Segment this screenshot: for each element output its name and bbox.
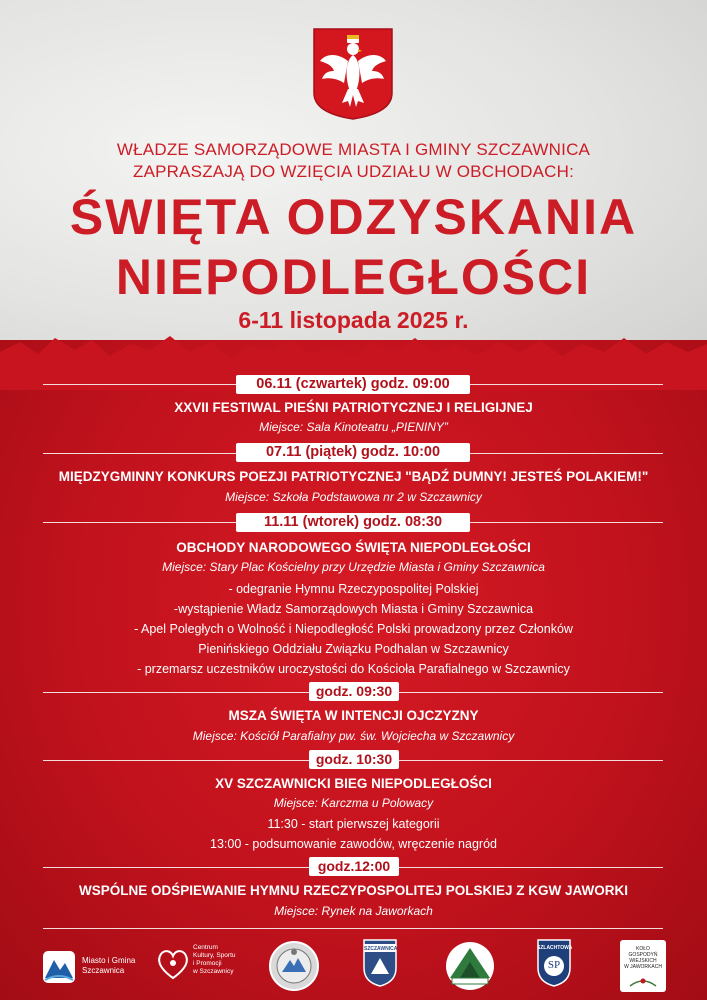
logo-2-line1: Centrum: [193, 944, 218, 951]
event-5-item: 13:00 - podsumowanie zawodów, wręczenie nagród: [210, 837, 497, 851]
logo-7-line4: W JAWORKACH: [624, 964, 662, 970]
logo-6-text: SZLACHTOWA: [537, 945, 573, 951]
event-2-place: Miejsce: Szkoła Podstawowa nr 2 w Szczawnicy: [225, 490, 482, 504]
event-4-place: Miejsce: Kościół Parafialny pw. św. Wojciecha w Szczawnicy: [192, 729, 515, 743]
subtitle-line-2: ZAPRASZAJĄ DO WZIĘCIA UDZIAŁU W OBCHODACH:: [133, 162, 574, 181]
heart-logo-icon: [155, 946, 191, 982]
logo-2-line4: w Szczawnicy: [193, 968, 234, 975]
logo-7-line3: WIEJSKICH: [629, 958, 657, 964]
logo-miasto-gmina: [42, 950, 152, 990]
event-6-time: godz.12:00: [309, 857, 399, 876]
event-6-place: Miejsce: Rynek na Jaworkach: [274, 904, 433, 918]
logo-2-line2: Kultury, Sportu: [193, 952, 236, 959]
event-3-time: 11.11 (wtorek) godz. 08:30: [236, 513, 470, 532]
flower-icon: [628, 976, 658, 988]
event-1-time: 06.11 (czwartek) godz. 09:00: [236, 375, 470, 394]
event-4-time: godz. 09:30: [309, 682, 399, 701]
zwiazek-podhalan-emblem-icon: [268, 940, 320, 992]
logo-6-monogram: SP: [547, 959, 561, 971]
logo-2-line3: i Promocji: [193, 960, 222, 967]
event-1-name: XXVII FESTIWAL PIEŚNI PATRIOTYCZNEJ I RELIGIJNEJ: [174, 400, 533, 415]
logo-kgw-jaworki: [620, 940, 666, 992]
event-5-item: 11:30 - start pierwszej kategorii: [267, 817, 440, 831]
event-3-item: -wystąpienie Władz Samorządowych Miasta i Gminy Szczawnica: [173, 602, 534, 616]
event-3-item: - Apel Poległych o Wolność i Niepodległość Polski prowadzony przez Członków: [134, 622, 573, 636]
event-5-name: XV SZCZAWNICKI BIEG NIEPODLEGŁOŚCI: [215, 776, 492, 791]
event-5-time: godz. 10:30: [309, 750, 399, 769]
logo-1-line1: Miasto i Gmina: [82, 956, 136, 965]
event-4-name: MSZA ŚWIĘTA W INTENCJI OJCZYZNY: [228, 708, 479, 723]
logo-4-text: SZCZAWNICA: [364, 946, 398, 952]
partner-logos: [0, 930, 707, 1000]
event-2-time: 07.11 (piątek) godz. 10:00: [236, 443, 470, 462]
subtitle-line-1: WŁADZE SAMORZĄDOWE MIASTA I GMINY SZCZAWNICA: [116, 140, 591, 159]
logo-centrum-kultury: [155, 942, 255, 992]
event-1-place: Miejsce: Sala Kinoteatru „PIENINY”: [259, 420, 448, 434]
logo-szczawnica-shield: [362, 938, 398, 994]
divider-line: [43, 928, 663, 929]
event-3-name: OBCHODY NARODOWEGO ŚWIĘTA NIEPODLEGŁOŚCI: [176, 540, 531, 555]
event-3-item: Pienińskiego Oddziału Związku Podhalan w Szczawnicy: [198, 642, 509, 656]
logo-1-line2: Szczawnica: [82, 966, 125, 975]
title-line-2: NIEPODLEGŁOŚCI: [115, 249, 592, 305]
logo-szlachtowa: [536, 938, 572, 994]
event-dates: 6-11 listopada 2025 r.: [238, 307, 469, 333]
event-3-place: Miejsce: Stary Plac Kościelny przy Urzędzie Miasta i Gminy Szczawnica: [162, 560, 545, 574]
logo-7-line2: GOSPODYŃ: [628, 952, 658, 958]
event-6-name: WSPÓLNE ODŚPIEWANIE HYMNU RZECZYPOSPOLITEJ POLSKIEJ Z KGW JAWORKI: [78, 883, 629, 898]
polish-eagle-emblem: [312, 27, 394, 121]
event-3-item: - odegranie Hymnu Rzeczypospolitej Polskiej: [228, 582, 479, 596]
event-5-place: Miejsce: Karczma u Polowacy: [273, 796, 434, 810]
title-line-1: ŚWIĘTA ODZYSKANIA: [69, 189, 638, 245]
mountain-badge-icon: [444, 940, 496, 992]
mountain-logo-icon: [42, 950, 76, 984]
event-2-name: MIĘDZYGMINNY KONKURS POEZJI PATRIOTYCZNEJ "BĄDŹ DUMNY! JESTEŚ POLAKIEM!": [58, 469, 649, 484]
event-3-item: - przemarsz uczestników uroczystości do Kościoła Parafialnego w Szczawnicy: [137, 662, 570, 676]
logo-7-line1: KOŁO: [636, 946, 650, 952]
